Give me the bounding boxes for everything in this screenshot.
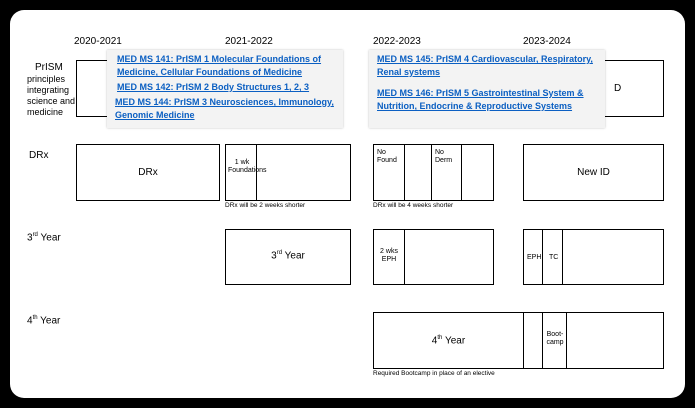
- drx-2021-foundations: 1 wk Foundations: [228, 159, 267, 174]
- row-label-prism-title: PrISM: [35, 62, 63, 73]
- row-label-fourth-year: 4th Year: [27, 315, 61, 327]
- course-link-ms146[interactable]: MED MS 146: PrISM 5 Gastrointestinal System & Nutrition, Endocrine & Reproductive Systems: [377, 88, 584, 111]
- drx-box-2022: [373, 144, 494, 201]
- year-header-2021: 2021-2022: [225, 36, 273, 47]
- drx-box-2023-label: New ID: [577, 167, 610, 178]
- divider: [562, 230, 563, 284]
- third-year-2023-tc: TC: [549, 254, 559, 261]
- drx-2021-note: DRx will be 2 weeks shorter: [225, 202, 306, 209]
- fourth-year-2023-bootcamp: Boot- camp: [546, 331, 564, 346]
- divider: [431, 145, 432, 200]
- fourth-year-box-2023: [523, 312, 664, 369]
- curriculum-diagram: [10, 10, 685, 398]
- drx-2022-no-found: No Found: [377, 149, 397, 164]
- row-label-prism: [27, 62, 77, 118]
- fourth-year-box-2022: [373, 312, 524, 369]
- divider: [404, 145, 405, 200]
- course-link-ms141[interactable]: MED MS 141: PrISM 1 Molecular Foundations of Medicine, Cellular Foundations of Medicine: [117, 54, 322, 77]
- divider: [404, 230, 405, 284]
- row-label-prism-line: science and: [27, 96, 76, 106]
- drx-box-2020: [76, 144, 220, 201]
- course-link-ms145[interactable]: MED MS 145: PrISM 4 Cardiovascular, Respiratory, Renal systems: [377, 54, 593, 77]
- year-header-2022: 2022-2023: [373, 36, 421, 47]
- row-label-prism-line: medicine: [27, 107, 64, 117]
- divider: [566, 313, 567, 368]
- course-panel-left: [107, 50, 343, 128]
- third-year-box-2023: [523, 229, 664, 285]
- third-year-box-2021: [225, 229, 351, 285]
- drx-2022-no-derm: No Derm: [435, 149, 453, 164]
- fourth-year-box-2022-label: 4th Year: [431, 335, 466, 347]
- course-link-ms142[interactable]: MED MS 142: PrISM 2 Body Structures 1, 2, 3: [117, 82, 310, 92]
- drx-box-2023: [523, 144, 664, 201]
- course-link-ms144[interactable]: MED MS 144: PrISM 3 Neurosciences, Immunology, Genomic Medicine: [115, 97, 334, 120]
- third-year-box-2022: [373, 229, 494, 285]
- third-year-2022-eph: 2 wks EPH: [380, 248, 398, 263]
- year-header-2020: 2020-2021: [74, 36, 122, 47]
- divider: [542, 313, 543, 368]
- year-header-2023: 2023-2024: [523, 36, 571, 47]
- row-label-third-year: 3rd Year: [27, 232, 61, 244]
- row-label-drx: DRx: [29, 150, 49, 161]
- third-year-box-2021-label: 3rd Year: [271, 250, 305, 262]
- divider: [461, 145, 462, 200]
- drx-box-2021: [225, 144, 351, 201]
- row-label-prism-line: integrating: [27, 85, 70, 95]
- course-panel-right: [369, 50, 605, 128]
- row-label-prism-line: principles: [27, 74, 66, 84]
- drx-box-2020-label: DRx: [138, 167, 158, 178]
- third-year-2023-eph: EPH: [527, 254, 542, 261]
- drx-2022-note: DRx will be 4 weeks shorter: [373, 202, 454, 209]
- prism-box-2023-text: D: [614, 83, 622, 94]
- divider: [542, 230, 543, 284]
- fourth-year-2022-note: Required Bootcamp in place of an elective: [373, 370, 495, 377]
